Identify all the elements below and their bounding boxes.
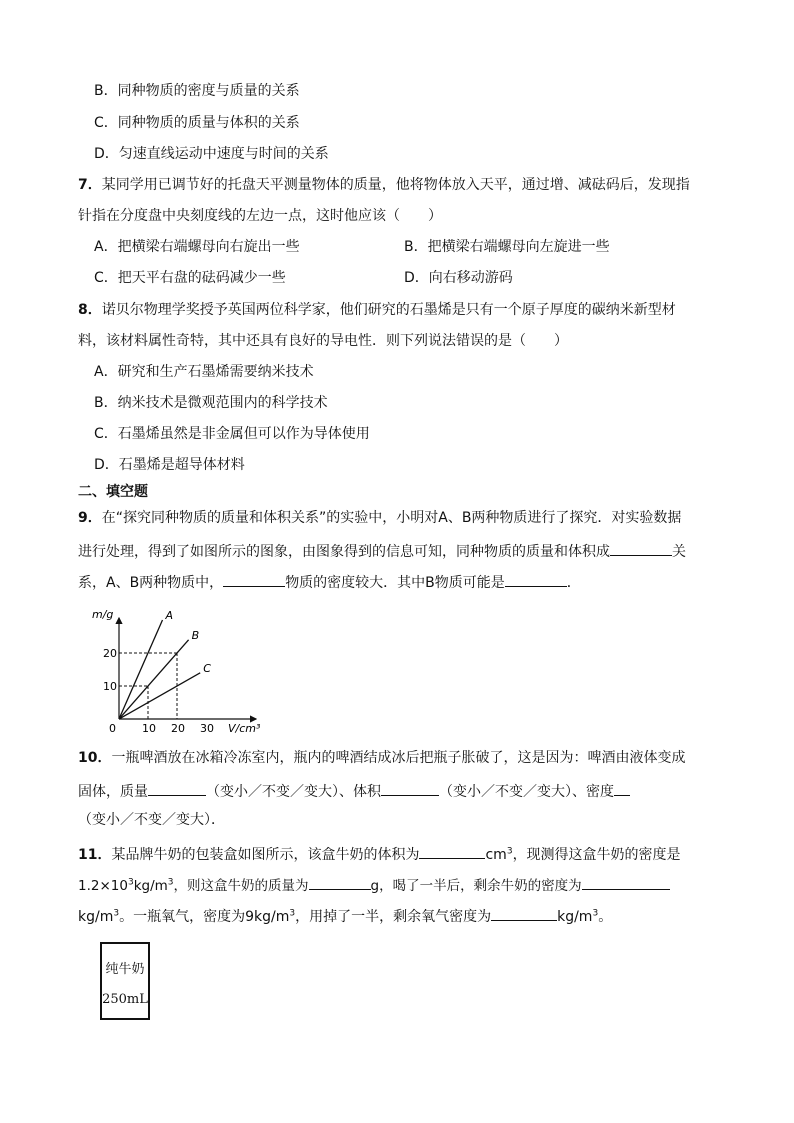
answer-blank[interactable] xyxy=(582,874,670,890)
q7-option-d: D．向右移动游码 xyxy=(404,270,513,286)
answer-blank[interactable] xyxy=(148,780,206,796)
milk-box-volume: 250mL xyxy=(102,992,148,1007)
q7-option-a: A．把横梁右端螺母向右旋出一些 xyxy=(94,239,300,255)
milk-box-figure xyxy=(100,942,150,1020)
answer-blank[interactable] xyxy=(309,874,371,890)
answer-blank[interactable] xyxy=(505,571,567,587)
q11-stem-line1: 11．某品牌牛奶的包装盒如图所示，该盒牛奶的体积为 $cm^3$，现测得这盒牛奶的密度是 xyxy=(78,843,681,864)
x-tick-label: 20 xyxy=(171,722,185,735)
q11-stem-line3: $kg/m^3$。一瓶氧气，密度为$9kg/m^3$，用掉了一半，剩余氧气密度为 $kg/m^3$。 xyxy=(78,905,612,926)
x-tick-label: 10 xyxy=(142,722,156,735)
q10-number: 10． xyxy=(78,750,112,766)
series-line-b xyxy=(119,640,189,719)
q11-stem-line2: $1.2\times 10^3kg/m^3$，则这盒牛奶的质量为 g，喝了一半后，剩余牛奶的密度为 xyxy=(78,874,670,895)
series-line-a xyxy=(119,620,163,719)
q10-stem-line2: 固体，质量 （变小／不变／变大）、体积 （变小／不变／变大）、密度 xyxy=(78,780,630,801)
q8-option-a: A．研究和生产石墨烯需要纳米技术 xyxy=(94,364,314,380)
x-axis-label: V/cm³ xyxy=(228,722,261,735)
milk-box-label: 纯牛奶 xyxy=(105,962,145,977)
q9-stem-line2: 进行处理，得到了如图所示的图象，由图象得到的信息可知，同种物质的质量和体积成 关 xyxy=(78,540,686,561)
y-tick-label: 10 xyxy=(103,680,117,693)
q7-option-b: B．把横梁右端螺母向左旋进一些 xyxy=(404,239,610,255)
q8-stem-line2: 料，该材料属性奇特，其中还具有良好的导电性．则下列说法错误的是（ ） xyxy=(78,333,568,349)
q8-number: 8． xyxy=(78,302,102,318)
x-tick-label: 30 xyxy=(200,722,214,735)
x-tick-label: 0 xyxy=(109,722,116,735)
section-title: 二、填空题 xyxy=(78,484,148,500)
y-axis-label: m/g xyxy=(92,608,114,621)
q10-stem-line1: 10．一瓶啤酒放在冰箱冷冻室内，瓶内的啤酒结成冰后把瓶子胀破了，这是因为：啤酒由液体变成 xyxy=(78,750,686,766)
q7-number: 7． xyxy=(78,177,102,193)
q6-option-d: D．匀速直线运动中速度与时间的关系 xyxy=(94,146,329,162)
q9-stem-line3: 系，A、B两种物质中， 物质的密度较大．其中B物质可能是 ． xyxy=(78,571,581,592)
q8-option-b: B．纳米技术是微观范围内的科学技术 xyxy=(94,395,328,411)
answer-blank[interactable] xyxy=(381,780,439,796)
series-label-b: B xyxy=(191,628,200,642)
series-line-c xyxy=(119,673,200,719)
q8-stem-line1: 8．诺贝尔物理学奖授予英国两位科学家，他们研究的石墨烯是只有一个原子厚度的碳纳米新型材 xyxy=(78,302,676,318)
q11-number: 11． xyxy=(78,847,112,863)
q8-option-d: D．石墨烯是超导体材料 xyxy=(94,457,245,473)
answer-blank[interactable] xyxy=(419,843,485,859)
q9-number: 9． xyxy=(78,510,102,526)
mass-volume-chart xyxy=(88,604,268,739)
q8-option-c: C．石墨烯虽然是非金属但可以作为导体使用 xyxy=(94,426,370,442)
y-tick-label: 20 xyxy=(103,647,117,660)
series-label-a: A xyxy=(165,609,174,622)
q7-stem-line1: 7．某同学用已调节好的托盘天平测量物体的质量，他将物体放入天平，通过增、减砝码后，发现指 xyxy=(78,177,690,193)
q9-stem-line1: 9．在“探究同种物质的质量和体积关系”的实验中，小明对A、B两种物质进行了探究．对实验数据 xyxy=(78,510,682,526)
q6-option-c: C．同种物质的质量与体积的关系 xyxy=(94,115,300,131)
q7-option-c: C．把天平右盘的砝码减少一些 xyxy=(94,270,286,286)
answer-blank[interactable] xyxy=(610,540,672,556)
answer-blank[interactable] xyxy=(223,571,285,587)
answer-blank[interactable] xyxy=(491,905,557,921)
series-label-c: C xyxy=(203,661,211,675)
q7-stem-line2: 针指在分度盘中央刻度线的左边一点，这时他应该（ ） xyxy=(78,208,442,224)
q10-stem-line3: （变小／不变／变大）． xyxy=(78,812,225,828)
answer-blank[interactable] xyxy=(614,780,630,796)
q6-option-b: B．同种物质的密度与质量的关系 xyxy=(94,83,300,99)
